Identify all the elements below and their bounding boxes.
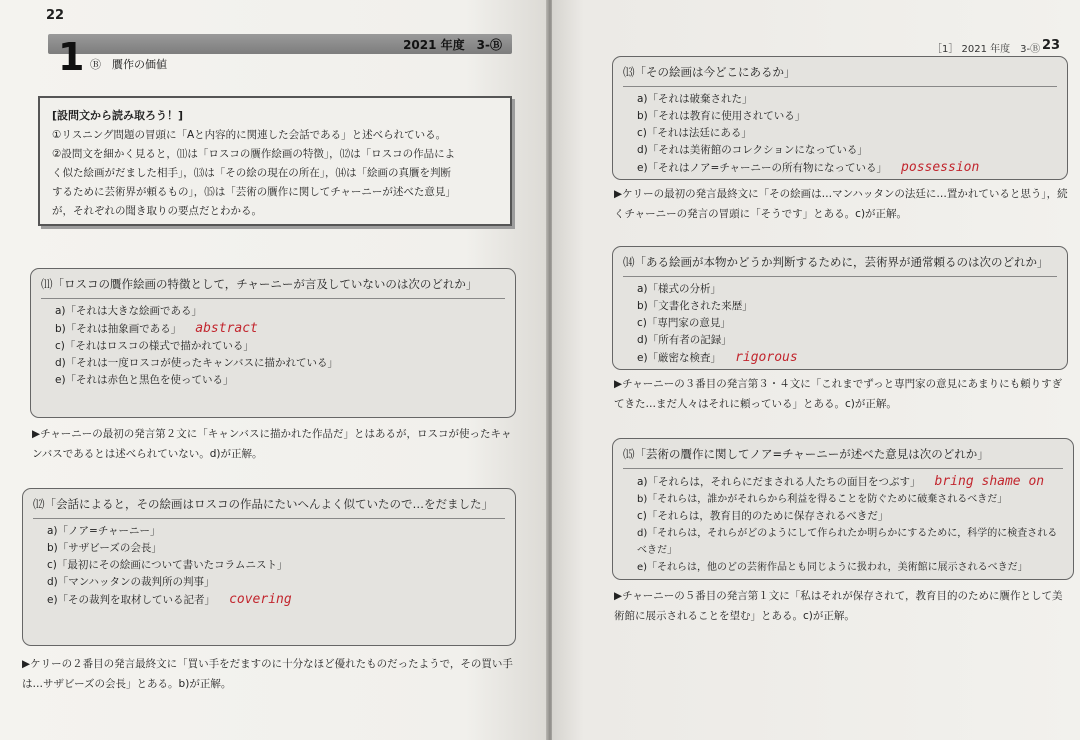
- option-a: a)「ノア=チャーニー」: [47, 525, 161, 537]
- handwritten-note: bring shame on: [934, 474, 1045, 489]
- answer-explanation: ▶チャーニーの３番目の発言第３・４文に「これまでずっと専門家の意見にあまりにも頼りすぎてきた…まだ人々はそれに頼っている」とある。c)が正解。: [614, 378, 1063, 410]
- handwritten-note: rigorous: [735, 350, 798, 365]
- option-text: e)「厳密な検査」: [637, 352, 722, 364]
- option-c: c)「それらは，教育目的のために保存されるべきだ」: [637, 510, 889, 522]
- question-box-13: [612, 56, 1068, 180]
- question-stem: ⒂「芸術の贋作に関してノア=チャーニーが述べた意見は次のどれか」: [623, 445, 1063, 469]
- option-c: c)「専門家の意見」: [637, 317, 731, 329]
- option-b: b)「サザビーズの会長」: [47, 542, 162, 554]
- option-b: [41, 320, 505, 338]
- hint-line: ①リスニング問題の冒頭に「Aと内容的に関連した会話である」と述べられている。: [52, 129, 447, 141]
- option-text: e)「その裁判を取材している記者」: [47, 594, 216, 606]
- option-a: a)「それは大きな絵画である」: [55, 305, 203, 317]
- question-box-14: [612, 246, 1068, 370]
- answer-explanation: ▶チャーニーの５番目の発言第１文に「私はそれが保存されて，教育目的のために贋作として美術館に展示されることを望む」とある。c)が正解。: [614, 590, 1063, 622]
- handwritten-note: abstract: [195, 321, 258, 336]
- option-d: d)「それは一度ロスコが使ったキャンバスに描かれている」: [55, 357, 339, 369]
- option-d: d)「それらは，それらがどのようにして作られたか明らかにするために，科学的に検査されるべきだ」: [637, 528, 1058, 556]
- handwritten-note: covering: [229, 592, 292, 607]
- option-d: d)「マンハッタンの裁判所の判事」: [47, 576, 215, 588]
- option-a: a)「それは破棄された」: [637, 93, 753, 105]
- option-a: a)「様式の分析」: [637, 283, 722, 295]
- question-stem: ⑾「ロスコの贋作絵画の特徴として，チャーニーが言及していないのは次のどれか」: [41, 275, 505, 299]
- page-number: 22: [46, 8, 65, 23]
- option-d: d)「所有者の記録」: [637, 334, 732, 346]
- hint-line: く似た絵画がだました相手」，⒀は「その絵の現在の所在」，⒁は「絵画の真贋を判断: [52, 167, 451, 179]
- option-c: c)「それは法廷にある」: [637, 127, 752, 139]
- chapter-number: 1: [58, 35, 85, 79]
- chapter-title: Ⓑ 贋作の価値: [90, 58, 167, 71]
- option-text: a)「それらは，それらにだまされる人たちの面目をつぶす」: [637, 476, 921, 488]
- question-box-12: [22, 488, 516, 646]
- hint-line: が，それぞれの聞き取りの要点だとわかる。: [52, 205, 262, 217]
- option-d: d)「それは美術館のコレクションになっている」: [637, 144, 868, 156]
- option-e: [33, 591, 505, 609]
- year-label: 2021 年度 3-Ⓑ: [403, 38, 502, 52]
- option-e: e)「それは赤色と黒色を使っている」: [55, 374, 234, 386]
- option-c: c)「最初にその絵画について書いたコラムニスト」: [47, 559, 288, 571]
- handwritten-note: possession: [901, 160, 980, 175]
- option-e: [623, 349, 1057, 367]
- question-box-15: [612, 438, 1074, 580]
- option-a: [623, 473, 1063, 491]
- option-c: c)「それはロスコの様式で描かれている」: [55, 340, 254, 352]
- right-page: [552, 0, 1080, 740]
- question-stem: ⑿「会話によると，その絵画はロスコの作品にたいへんよく似ていたので…をだました」: [33, 495, 505, 519]
- hint-box: [38, 96, 512, 226]
- question-stem: ⒁「ある絵画が本物かどうか判断するために，芸術界が通常頼るのは次のどれか」: [623, 253, 1057, 277]
- question-stem: ⒀「その絵画は今どこにあるか」: [623, 63, 1057, 87]
- answer-explanation: ▶チャーニーの最初の発言第２文に「キャンバスに描かれた作品だ」とはあるが，ロスコが使ったキャンバスであるとは述べられていない。d)が正解。: [32, 428, 512, 460]
- option-e: [623, 159, 1057, 177]
- question-box-11: [30, 268, 516, 418]
- option-text: e)「それはノア=チャーニーの所有物になっている」: [637, 162, 888, 174]
- option-text: b)「それは抽象画である」: [55, 323, 182, 335]
- option-b: b)「文書化された来歴」: [637, 300, 753, 312]
- answer-explanation: ▶ケリーの最初の発言最終文に「その絵画は…マンハッタンの法廷に…置かれていると思う」，続くチャーニーの発言の冒頭に「そうです」とある。c)が正解。: [614, 188, 1068, 220]
- hint-line: ②設問文を細かく見ると，⑾は「ロスコの贋作絵画の特徴」，⑿は「ロスコの作品によ: [52, 148, 456, 160]
- page-number: 23: [1042, 38, 1061, 53]
- chapter-header-bar: [48, 34, 512, 54]
- answer-explanation: ▶ケリーの２番目の発言最終文に「買い手をだますのに十分なほど優れたものだったようで，その買い手は…サザビーズの会長」とある。b)が正解。: [22, 658, 513, 690]
- hint-line: するために芸術界が頼るもの」，⒂は「芸術の贋作に関してチャーニーが述べた意見」: [52, 186, 456, 198]
- option-b: b)「それは教育に使用されている」: [637, 110, 806, 122]
- hint-title: [設問文から読み取ろう！]: [52, 109, 184, 122]
- option-b: b)「それらは，誰かがそれらから利益を得ることを防ぐために破棄されるべきだ」: [637, 494, 1008, 505]
- option-e: e)「それらは，他のどの芸術作品とも同じように扱われ，美術館に展示されるべきだ」: [637, 562, 1028, 573]
- running-head: ［1］ 2021 年度 3-Ⓑ: [932, 44, 1041, 55]
